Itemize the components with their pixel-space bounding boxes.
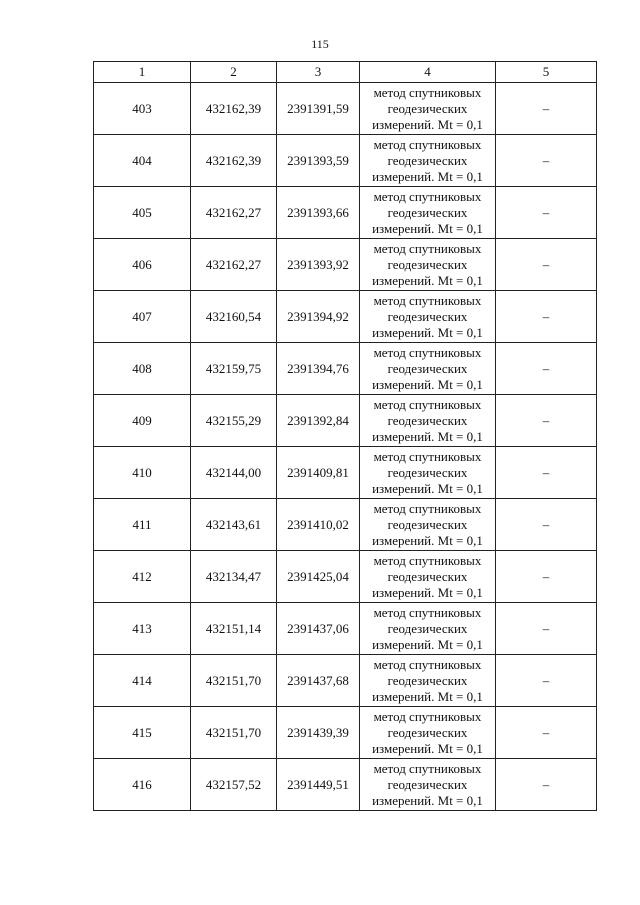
point-number-cell: 406 [94,239,191,291]
coordinate-x-cell: 432155,29 [191,395,277,447]
note-cell: – [496,187,597,239]
column-header: 3 [277,62,360,83]
method-text-line: измерений. Mt = 0,1 [372,584,483,600]
method-text-line: измерений. Mt = 0,1 [372,740,483,756]
coordinate-y-cell: 2391393,66 [277,187,360,239]
table-row [94,187,597,239]
method-text-line: геодезических [387,100,468,116]
method-text-line: измерений. Mt = 0,1 [372,688,483,704]
point-number-cell: 404 [94,135,191,187]
column-header: 1 [94,62,191,83]
method-text-line: измерений. Mt = 0,1 [372,792,483,808]
method-text-line: метод спутниковых [373,292,482,308]
coordinate-y-cell: 2391439,39 [277,707,360,759]
note-cell: – [496,655,597,707]
table-row [94,447,597,499]
table-row [94,499,597,551]
method-text-line: метод спутниковых [373,552,482,568]
note-cell: – [496,83,597,135]
method-cell [360,759,496,811]
point-number-cell: 414 [94,655,191,707]
coordinate-y-cell: 2391410,02 [277,499,360,551]
method-cell [360,707,496,759]
method-text-line: измерений. Mt = 0,1 [372,168,483,184]
note-cell: – [496,447,597,499]
note-cell: – [496,499,597,551]
method-text-line: измерений. Mt = 0,1 [372,636,483,652]
coordinate-x-cell: 432162,27 [191,239,277,291]
method-cell [360,187,496,239]
column-header: 2 [191,62,277,83]
method-cell [360,343,496,395]
coordinate-y-cell: 2391425,04 [277,551,360,603]
column-header: 5 [496,62,597,83]
table-row [94,707,597,759]
point-number-cell: 416 [94,759,191,811]
method-text-line: измерений. Mt = 0,1 [372,324,483,340]
point-number-cell: 412 [94,551,191,603]
method-text-line: метод спутниковых [373,708,482,724]
point-number-cell: 413 [94,603,191,655]
table-row [94,759,597,811]
method-text-line: метод спутниковых [373,84,482,100]
method-text-line: измерений. Mt = 0,1 [372,428,483,444]
coordinate-y-cell: 2391394,92 [277,291,360,343]
method-text-line: измерений. Mt = 0,1 [372,220,483,236]
method-text-line: геодезических [387,620,468,636]
coordinate-y-cell: 2391409,81 [277,447,360,499]
table-row [94,395,597,447]
method-cell [360,239,496,291]
note-cell: – [496,603,597,655]
point-number-cell: 409 [94,395,191,447]
method-text-line: метод спутниковых [373,136,482,152]
column-header: 4 [360,62,496,83]
method-text-line: измерений. Mt = 0,1 [372,480,483,496]
method-text-line: геодезических [387,672,468,688]
coordinate-y-cell: 2391392,84 [277,395,360,447]
point-number-cell: 408 [94,343,191,395]
method-cell [360,291,496,343]
method-text-line: метод спутниковых [373,396,482,412]
method-text-line: геодезических [387,152,468,168]
method-cell [360,83,496,135]
point-number-cell: 411 [94,499,191,551]
method-text-line: метод спутниковых [373,760,482,776]
coordinate-x-cell: 432151,70 [191,655,277,707]
coordinate-x-cell: 432134,47 [191,551,277,603]
method-text-line: метод спутниковых [373,240,482,256]
table-row [94,603,597,655]
coordinate-y-cell: 2391393,92 [277,239,360,291]
note-cell: – [496,343,597,395]
method-cell [360,395,496,447]
method-cell [360,655,496,707]
coordinate-x-cell: 432144,00 [191,447,277,499]
coordinate-y-cell: 2391437,06 [277,603,360,655]
method-cell [360,135,496,187]
point-number-cell: 407 [94,291,191,343]
method-text-line: метод спутниковых [373,344,482,360]
method-cell [360,499,496,551]
table-row [94,135,597,187]
point-number-cell: 403 [94,83,191,135]
coordinate-x-cell: 432151,70 [191,707,277,759]
point-number-cell: 410 [94,447,191,499]
method-text-line: геодезических [387,412,468,428]
method-text-line: геодезических [387,308,468,324]
note-cell: – [496,707,597,759]
method-text-line: геодезических [387,568,468,584]
table-row [94,655,597,707]
method-text-line: геодезических [387,464,468,480]
method-text-line: измерений. Mt = 0,1 [372,116,483,132]
note-cell: – [496,759,597,811]
point-number-cell: 415 [94,707,191,759]
coordinate-x-cell: 432143,61 [191,499,277,551]
note-cell: – [496,291,597,343]
coordinate-x-cell: 432162,27 [191,187,277,239]
coordinate-y-cell: 2391393,59 [277,135,360,187]
method-text-line: метод спутниковых [373,604,482,620]
note-cell: – [496,239,597,291]
method-text-line: геодезических [387,776,468,792]
table-row [94,291,597,343]
table-row [94,239,597,291]
coordinate-y-cell: 2391391,59 [277,83,360,135]
method-cell [360,603,496,655]
table-row [94,551,597,603]
coordinates-table [93,61,597,811]
coordinate-y-cell: 2391437,68 [277,655,360,707]
method-text-line: геодезических [387,256,468,272]
table-row [94,343,597,395]
point-number-cell: 405 [94,187,191,239]
note-cell: – [496,551,597,603]
table-row [94,83,597,135]
method-text-line: геодезических [387,516,468,532]
table-body [94,83,597,811]
method-text-line: измерений. Mt = 0,1 [372,376,483,392]
method-cell [360,551,496,603]
coordinate-x-cell: 432160,54 [191,291,277,343]
coordinate-x-cell: 432162,39 [191,83,277,135]
coordinate-x-cell: 432151,14 [191,603,277,655]
method-text-line: измерений. Mt = 0,1 [372,532,483,548]
method-text-line: геодезических [387,724,468,740]
coordinate-x-cell: 432157,52 [191,759,277,811]
method-text-line: геодезических [387,360,468,376]
method-text-line: метод спутниковых [373,656,482,672]
note-cell: – [496,135,597,187]
method-text-line: геодезических [387,204,468,220]
method-text-line: метод спутниковых [373,448,482,464]
coordinate-x-cell: 432162,39 [191,135,277,187]
method-text-line: метод спутниковых [373,500,482,516]
coordinate-y-cell: 2391449,51 [277,759,360,811]
table-header-row [94,62,597,83]
method-text-line: метод спутниковых [373,188,482,204]
method-text-line: измерений. Mt = 0,1 [372,272,483,288]
page-number: 115 [311,37,329,51]
note-cell: – [496,395,597,447]
method-cell [360,447,496,499]
coordinate-x-cell: 432159,75 [191,343,277,395]
coordinate-y-cell: 2391394,76 [277,343,360,395]
